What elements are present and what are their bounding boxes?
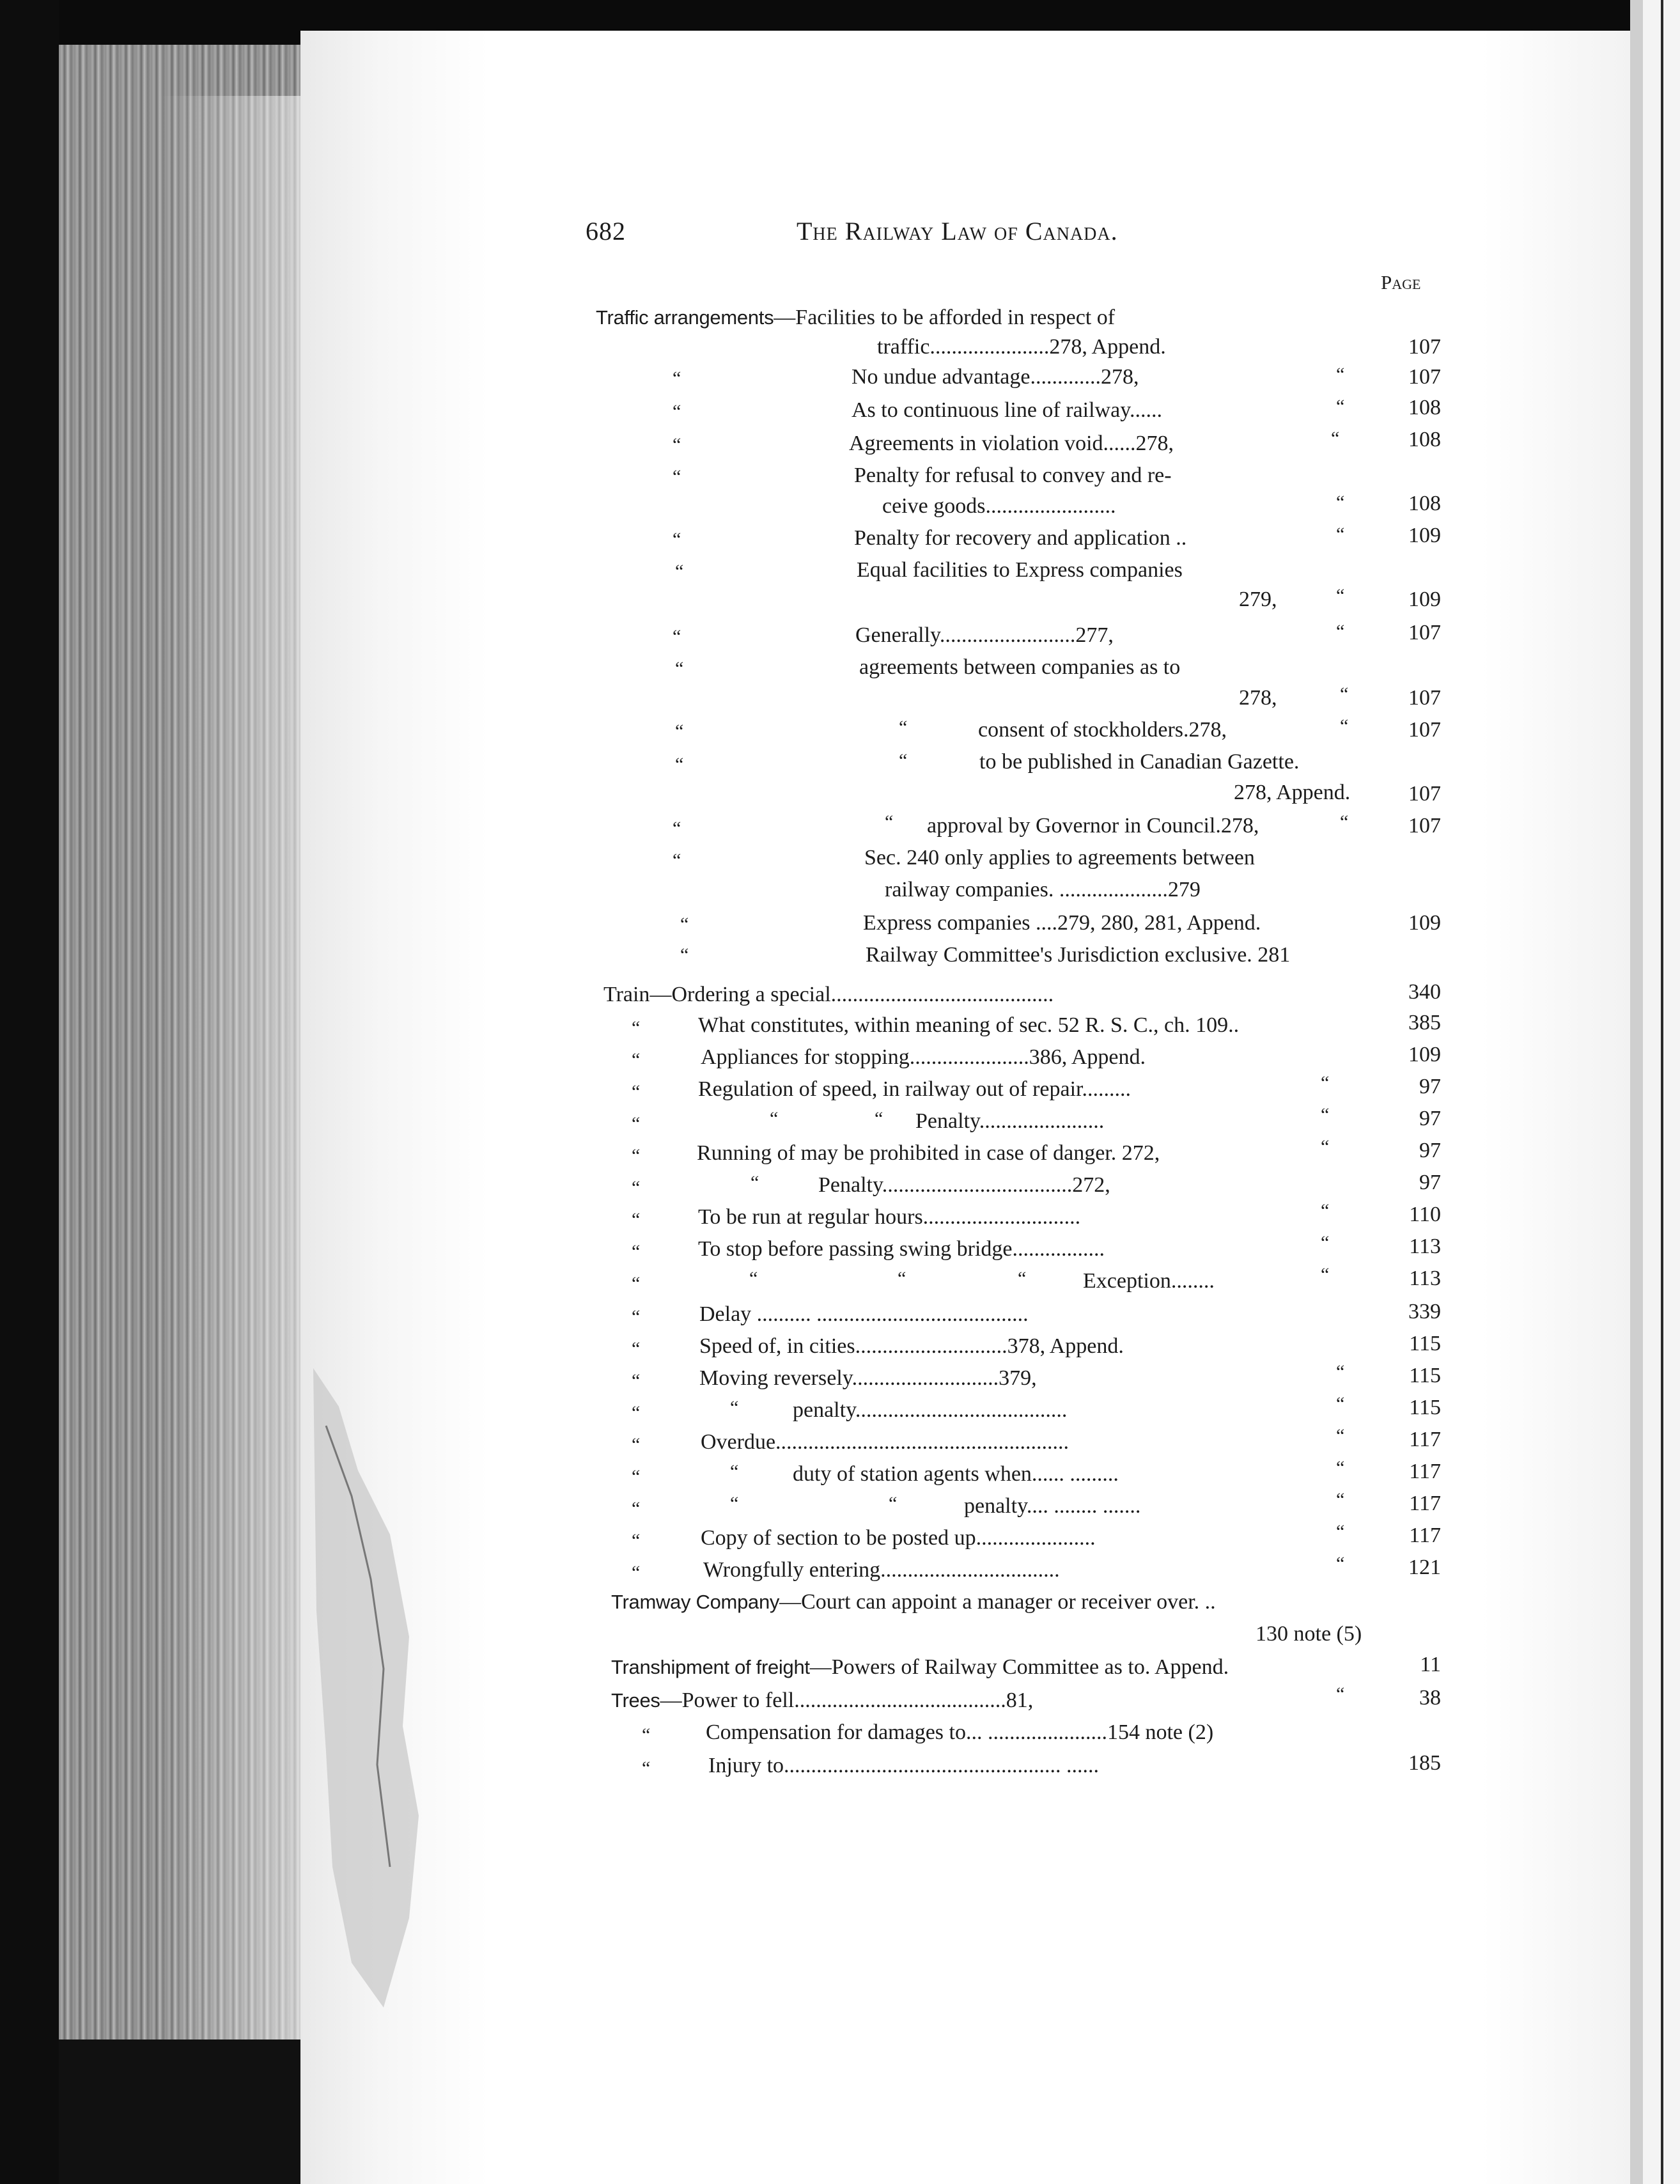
ditto-mark: “ [1336, 1361, 1345, 1382]
ditto-mark: “ [1336, 364, 1345, 385]
page-ref: 113 [1409, 1267, 1441, 1290]
entry-text: Copy of section to be posted up...................... [701, 1526, 1096, 1550]
ditto-mark: “ [1336, 1683, 1345, 1704]
ditto-mark: “ [632, 1338, 641, 1359]
ditto-mark: “ [1336, 1521, 1345, 1542]
entry-text: Powers of Railway Committee as to. Append. [831, 1655, 1229, 1679]
ditto-mark: “ [680, 914, 689, 935]
ditto-mark: “ [632, 1177, 641, 1198]
entry-text: Running of may be prohibited in case of danger. 272, [697, 1141, 1160, 1165]
ditto-mark: “ [673, 368, 681, 389]
ditto-mark: “ [898, 1268, 906, 1289]
entry-text: Regulation of speed, in railway out of repair......... [698, 1077, 1131, 1101]
page-ref: 108 [1408, 492, 1441, 515]
entry-text: Wrongfully entering................................. [703, 1558, 1060, 1582]
ditto-mark: “ [1336, 1457, 1345, 1478]
index-entry-tramway [611, 1589, 1216, 1615]
entry-text: Generally.........................277, [855, 623, 1114, 647]
page-ref: 108 [1408, 396, 1441, 419]
ditto-mark: “ [899, 717, 908, 738]
ditto-mark: “ [899, 750, 908, 771]
page-ref: 109 [1408, 911, 1441, 935]
ditto-mark: “ [675, 721, 684, 742]
ditto-mark: “ [632, 1370, 641, 1391]
entry-text: What constitutes, within meaning of sec. 52 R. S. C., ch. 109.. [698, 1013, 1240, 1037]
ditto-mark: “ [1321, 1136, 1330, 1157]
ditto-mark: “ [642, 1724, 651, 1745]
entry-text: 278, [1239, 686, 1277, 710]
ditto-mark: “ [673, 626, 681, 647]
entry-text: Exception........ [1083, 1269, 1215, 1293]
entry-text: Overdue...................................................... [701, 1430, 1069, 1454]
entry-heading: Train [603, 983, 650, 1006]
ditto-mark: “ [632, 1466, 641, 1487]
ditto-mark: “ [675, 561, 684, 582]
page-ref: 185 [1408, 1751, 1441, 1775]
page-ref: 117 [1409, 1428, 1441, 1451]
entry-text: agreements between companies as to [859, 655, 1181, 679]
index-entry-train [603, 982, 1054, 1008]
page-ref: 107 [1408, 365, 1441, 389]
ditto-mark: “ [632, 1017, 641, 1038]
entry-text: Delay .......... ....................................... [699, 1302, 1029, 1326]
ditto-mark: “ [1336, 1393, 1345, 1414]
entry-text: Appliances for stopping......................386, Append. [701, 1045, 1146, 1069]
entry-text: traffic......................278, Append. [877, 335, 1166, 359]
page-ref: 110 [1409, 1203, 1441, 1226]
ditto-mark: “ [889, 1493, 898, 1514]
ditto-mark: “ [1336, 621, 1345, 642]
ditto-mark: “ [632, 1306, 641, 1327]
page-ref: 115 [1409, 1396, 1441, 1419]
entry-text: penalty....................................... [793, 1398, 1068, 1422]
entry-heading: Trees [611, 1689, 660, 1712]
ditto-mark: “ [1018, 1268, 1027, 1289]
entry-text: ceive goods........................ [882, 494, 1116, 518]
page-ref: 109 [1408, 1043, 1441, 1066]
ditto-mark: “ [1340, 683, 1349, 705]
dash: — [779, 1590, 802, 1614]
ditto-mark: “ [1336, 1425, 1345, 1446]
page-ref: 115 [1409, 1332, 1441, 1355]
entry-text: Agreements in violation void......278, [849, 432, 1174, 455]
entry-text: Power to fell.......................................81, [681, 1689, 1034, 1712]
facing-page-edge [1661, 0, 1663, 2184]
ditto-mark: “ [875, 1108, 883, 1129]
ditto-mark: “ [632, 1402, 641, 1423]
ditto-mark: “ [675, 754, 684, 775]
entry-text: Penalty for refusal to convey and re- [854, 464, 1172, 487]
entry-text: Penalty for recovery and application .. [854, 526, 1187, 550]
ditto-mark: “ [632, 1530, 641, 1551]
index-entry-transhipment [611, 1655, 1229, 1680]
ditto-mark: “ [730, 1493, 739, 1514]
page-ref: 107 [1408, 621, 1441, 644]
column-header-page: Page [1381, 271, 1421, 293]
entry-text: 279, [1239, 588, 1277, 611]
page-stack-shadow [160, 96, 300, 2052]
ditto-mark: “ [1321, 1264, 1330, 1285]
ditto-mark: “ [751, 1172, 759, 1193]
entry-text: approval by Governor in Council.278, [927, 814, 1259, 838]
entry-text: Injury to................................................... ...... [708, 1754, 1100, 1777]
entry-text: duty of station agents when...... ......... [793, 1462, 1119, 1486]
ditto-mark: “ [642, 1758, 651, 1779]
ditto-mark: “ [632, 1145, 641, 1166]
dash: — [660, 1689, 682, 1712]
ditto-mark: “ [1321, 1072, 1330, 1093]
dash: — [774, 306, 796, 329]
torn-page-fragment [313, 1368, 422, 2008]
ditto-mark: “ [632, 1434, 641, 1455]
page-ref: 107 [1408, 335, 1441, 359]
page-ref: 109 [1408, 588, 1441, 611]
page-ref: 115 [1409, 1364, 1441, 1387]
entry-text: railway companies. ....................279 [885, 878, 1201, 901]
entry-text: Speed of, in cities............................378, Append. [699, 1334, 1124, 1358]
dash: — [809, 1655, 832, 1679]
entry-text: to be published in Canadian Gazette. [979, 750, 1300, 774]
entry-text: To be run at regular hours............................. [698, 1205, 1081, 1229]
page-ref: 97 [1419, 1139, 1441, 1162]
entry-text: consent of stockholders.278, [978, 718, 1227, 742]
ditto-mark: “ [632, 1081, 641, 1102]
entry-text: Compensation for damages to... ......................154 note (2) [706, 1720, 1214, 1744]
ditto-mark: “ [1321, 1104, 1330, 1125]
ditto-mark: “ [730, 1397, 739, 1418]
scan-dark-edge [0, 0, 59, 2184]
entry-heading: Transhipment of freight [611, 1656, 810, 1678]
ditto-mark: “ [632, 1562, 641, 1583]
ditto-mark: “ [673, 818, 681, 839]
ditto-mark: “ [730, 1461, 739, 1482]
entry-text: No undue advantage.............278, [852, 365, 1139, 389]
entry-heading: Traffic arrangements [596, 306, 774, 329]
page-ref: 11 [1420, 1653, 1441, 1676]
ditto-mark: “ [632, 1498, 641, 1519]
page-ref: 97 [1419, 1171, 1441, 1194]
entry-text: 278, Append. [1234, 781, 1351, 804]
ditto-mark: “ [1336, 396, 1345, 417]
running-head: The Railway Law of Canada. [797, 217, 1118, 246]
page-ref: 97 [1419, 1107, 1441, 1130]
entry-text: Railway Committee's Jurisdiction exclusive. 281 [866, 943, 1291, 967]
ditto-mark: “ [1321, 1232, 1330, 1253]
ditto-mark: “ [1336, 1489, 1345, 1510]
ditto-mark: “ [1331, 428, 1340, 449]
index-entry-traffic [596, 305, 1115, 331]
page-ref: 108 [1408, 428, 1441, 451]
page-ref: 107 [1408, 782, 1441, 806]
ditto-mark: “ [1336, 524, 1345, 545]
page-ref: 107 [1408, 718, 1441, 742]
page-number: 682 [586, 217, 626, 246]
page-ref: 385 [1408, 1011, 1441, 1034]
entry-text: Ordering a special......................................... [671, 983, 1054, 1006]
ditto-mark: “ [1336, 492, 1345, 513]
page-ref: 97 [1419, 1075, 1441, 1098]
ditto-mark: “ [1340, 715, 1349, 737]
ditto-mark: “ [632, 1049, 641, 1070]
scan-bottom-corner [59, 2040, 302, 2184]
ditto-mark: “ [885, 811, 894, 832]
entry-text: 130 note (5) [1256, 1622, 1362, 1646]
ditto-mark: “ [673, 466, 681, 487]
page-ref: 107 [1408, 814, 1441, 838]
page-ref: 38 [1419, 1686, 1441, 1710]
entry-text: Moving reversely...........................379, [699, 1366, 1037, 1390]
entry-text: Facilities to be afforded in respect of [795, 306, 1116, 329]
entry-text: Sec. 240 only applies to agreements between [864, 846, 1255, 870]
page-ref: 107 [1408, 686, 1441, 710]
entry-text: Penalty....................... [915, 1109, 1105, 1133]
entry-text: Court can appoint a manager or receiver over. .. [801, 1590, 1216, 1614]
index-entry-trees [611, 1688, 1033, 1713]
ditto-mark: “ [673, 529, 681, 550]
ditto-mark: “ [749, 1268, 758, 1289]
page-ref: 117 [1409, 1492, 1441, 1515]
entry-text: As to continuous line of railway...... [852, 398, 1162, 422]
ditto-mark: “ [673, 434, 681, 455]
page-ref: 113 [1409, 1235, 1441, 1258]
page-ref: 340 [1408, 980, 1441, 1004]
ditto-mark: “ [632, 1241, 641, 1262]
ditto-mark: “ [632, 1209, 641, 1230]
page-ref: 339 [1408, 1300, 1441, 1323]
ditto-mark: “ [680, 944, 689, 965]
entry-text: Express companies ....279, 280, 281, Append. [863, 911, 1261, 935]
entry-heading: Tramway Company [611, 1591, 780, 1613]
ditto-mark: “ [1336, 1553, 1345, 1574]
ditto-mark: “ [673, 850, 681, 871]
ditto-mark: “ [632, 1273, 641, 1294]
page-ref: 121 [1408, 1556, 1441, 1579]
dash: — [649, 983, 672, 1006]
page-ref: 117 [1409, 1524, 1441, 1547]
ditto-mark: “ [673, 401, 681, 422]
ditto-mark: “ [1321, 1200, 1330, 1221]
entry-text: penalty.... ........ ....... [964, 1494, 1141, 1518]
entry-text: Penalty...................................272, [818, 1173, 1110, 1197]
ditto-mark: “ [770, 1108, 779, 1129]
ditto-mark: “ [1336, 585, 1345, 606]
ditto-mark: “ [1340, 811, 1349, 832]
page-ref: 117 [1409, 1460, 1441, 1483]
book-gutter [1630, 0, 1643, 2184]
page-ref: 109 [1408, 524, 1441, 547]
ditto-mark: “ [675, 658, 684, 679]
ditto-mark: “ [632, 1113, 641, 1134]
entry-text: To stop before passing swing bridge................. [698, 1237, 1105, 1261]
entry-text: Equal facilities to Express companies [857, 558, 1183, 582]
